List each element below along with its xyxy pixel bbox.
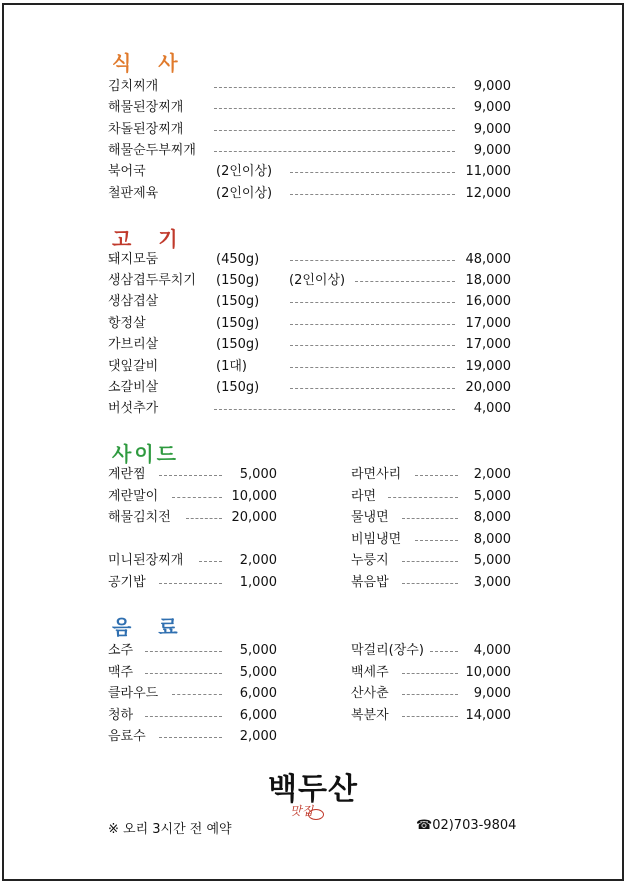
item-name: 비빔냉면 (351, 532, 402, 547)
leader-dots (402, 673, 459, 674)
item-name: 공기밥 (108, 575, 146, 590)
leader-dots (290, 388, 455, 389)
item-name: 철판제육 (108, 186, 159, 201)
item-name: 백세주 (351, 665, 389, 680)
item-price: 5,000 (239, 665, 277, 680)
menu-row (0, 487, 630, 507)
menu-row (0, 378, 630, 398)
item-name: 댓잎갈비 (108, 359, 159, 374)
leader-dots (290, 345, 455, 346)
item-note: (150g) (216, 380, 260, 395)
item-name: 막걸리(장수) (351, 643, 424, 658)
menu-row (0, 184, 630, 204)
menu-row (0, 663, 630, 683)
item-price: 9,000 (473, 100, 511, 115)
item-note: (150g) (216, 316, 260, 331)
leader-dots (214, 87, 455, 88)
item-price: 3,000 (473, 575, 511, 590)
item-price: 2,000 (239, 729, 277, 744)
item-note: (150g) (216, 337, 260, 352)
item-name: 북어국 (108, 164, 146, 179)
section-heading-meat: 고 기 (112, 227, 188, 251)
leader-dots (388, 497, 458, 498)
item-note: (2인이상) (216, 164, 273, 179)
item-price: 16,000 (465, 294, 511, 309)
menu-row (0, 314, 630, 334)
menu-row (0, 530, 630, 550)
item-name: 생삼겹두루치기 (108, 273, 196, 288)
item-price: 8,000 (473, 510, 511, 525)
item-price: 5,000 (473, 489, 511, 504)
item-name: 소갈비살 (108, 380, 159, 395)
item-name: 미니된장찌개 (108, 553, 184, 568)
item-price: 4,000 (473, 401, 511, 416)
menu-row (0, 250, 630, 270)
item-name: 버섯추가 (108, 401, 159, 416)
item-price: 10,000 (231, 489, 277, 504)
leader-dots (290, 260, 455, 261)
section-heading-side: 사이드 (112, 442, 179, 466)
item-price: 2,000 (239, 553, 277, 568)
item-name: 맥주 (108, 665, 134, 680)
item-name: 볶음밥 (351, 575, 389, 590)
leader-dots (402, 716, 459, 717)
item-price: 5,000 (239, 467, 277, 482)
reservation-note: ※ 오리 3시간 전 예약 (108, 822, 232, 837)
item-name: 해물순두부찌개 (108, 143, 196, 158)
section-heading-drink: 음 료 (112, 615, 188, 639)
leader-dots (290, 302, 455, 303)
menu-row (0, 141, 630, 161)
item-name: 해물된장찌개 (108, 100, 184, 115)
item-price: 2,000 (473, 467, 511, 482)
item-name: 생삼겹살 (108, 294, 159, 309)
item-name: 계란찜 (108, 467, 146, 482)
leader-dots (290, 194, 455, 195)
item-name: 라면사리 (351, 467, 402, 482)
item-price: 17,000 (465, 337, 511, 352)
item-price: 6,000 (239, 708, 277, 723)
leader-dots (402, 518, 459, 519)
menu-row (0, 641, 630, 661)
menu-row (0, 271, 630, 291)
item-note: (150g) (216, 294, 260, 309)
item-price: 17,000 (465, 316, 511, 331)
leader-dots (402, 561, 459, 562)
leader-dots (402, 583, 459, 584)
menu-row (0, 684, 630, 704)
item-name: 계란말이 (108, 489, 159, 504)
leader-dots (214, 130, 455, 131)
item-name: 청하 (108, 708, 134, 723)
menu-row (0, 573, 630, 593)
item-price: 14,000 (465, 708, 511, 723)
menu-row (0, 551, 630, 571)
leader-dots (290, 172, 455, 173)
item-name: 해물김치전 (108, 510, 171, 525)
phone-number: ☎02)703-9804 (416, 818, 517, 833)
menu-row (0, 335, 630, 355)
item-price: 9,000 (473, 79, 511, 94)
menu-row (0, 727, 630, 747)
leader-dots (415, 475, 458, 476)
item-name: 누룽지 (351, 553, 389, 568)
item-name: 돼지모둠 (108, 252, 159, 267)
leader-dots (355, 281, 455, 282)
item-name: 차돌된장찌개 (108, 122, 184, 137)
item-price: 9,000 (473, 122, 511, 137)
item-price: 5,000 (473, 553, 511, 568)
item-name: 라면 (351, 489, 377, 504)
leader-dots (430, 651, 458, 652)
item-price: 10,000 (465, 665, 511, 680)
item-price: 18,000 (465, 273, 511, 288)
item-price: 9,000 (473, 686, 511, 701)
item-name: 물냉면 (351, 510, 389, 525)
item-name: 클라우드 (108, 686, 159, 701)
leader-dots (159, 737, 223, 738)
menu-row (0, 292, 630, 312)
leader-dots (214, 151, 455, 152)
item-name: 복분자 (351, 708, 389, 723)
item-price: 12,000 (465, 186, 511, 201)
leader-dots (290, 367, 455, 368)
menu-row (0, 357, 630, 377)
menu-row (0, 98, 630, 118)
item-price: 20,000 (231, 510, 277, 525)
logo-stamp-icon (308, 809, 324, 820)
section-heading-meal: 식 사 (112, 51, 188, 75)
leader-dots (402, 694, 459, 695)
item-price: 1,000 (239, 575, 277, 590)
logo-subtitle: 맛집 (290, 804, 314, 818)
menu-row (0, 508, 630, 528)
item-price: 8,000 (473, 532, 511, 547)
item-price: 6,000 (239, 686, 277, 701)
item-note-extra: (2인이상) (289, 273, 346, 288)
restaurant-logo: 백두산 (268, 772, 358, 807)
menu-row (0, 120, 630, 140)
menu-row (0, 465, 630, 485)
item-name: 산사춘 (351, 686, 389, 701)
item-name: 소주 (108, 643, 134, 658)
item-price: 19,000 (465, 359, 511, 374)
menu-row (0, 77, 630, 97)
item-name: 음료수 (108, 729, 146, 744)
menu-row (0, 706, 630, 726)
item-price: 48,000 (465, 252, 511, 267)
menu-row (0, 399, 630, 419)
item-price: 4,000 (473, 643, 511, 658)
menu-row (0, 162, 630, 182)
leader-dots (290, 324, 455, 325)
item-price: 20,000 (465, 380, 511, 395)
item-price: 11,000 (465, 164, 511, 179)
item-name: 항정살 (108, 316, 146, 331)
leader-dots (214, 108, 455, 109)
item-note: (1대) (216, 359, 247, 374)
item-name: 김치찌개 (108, 79, 159, 94)
leader-dots (415, 540, 458, 541)
item-note: (2인이상) (216, 186, 273, 201)
item-price: 9,000 (473, 143, 511, 158)
item-price: 5,000 (239, 643, 277, 658)
item-note: (450g) (216, 252, 260, 267)
item-name: 가브리살 (108, 337, 159, 352)
item-note: (150g) (216, 273, 260, 288)
leader-dots (214, 409, 455, 410)
